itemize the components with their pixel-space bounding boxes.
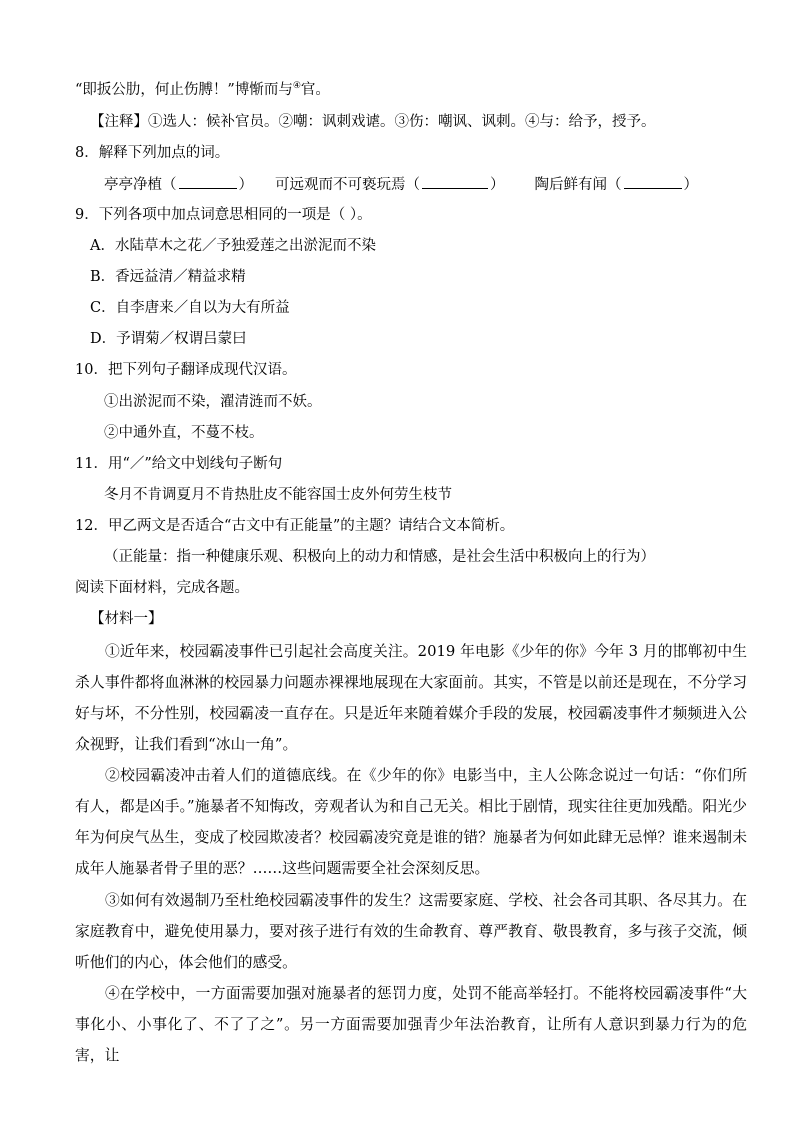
translate-item-1: ①出淤泥而不染，濯清涟而不妖。 bbox=[104, 394, 322, 410]
passage-text-tail: 官。 bbox=[300, 82, 330, 98]
answer-blank[interactable] bbox=[179, 174, 237, 189]
question-8: 8．解释下列加点的词。 bbox=[75, 145, 230, 161]
option-c: C．自李唐来／自以为大有所益 bbox=[90, 300, 290, 316]
translate-item-2: ②中通外直，不蔓不枝。 bbox=[104, 425, 264, 441]
paragraph-3: ③如何有效遏制乃至杜绝校园霸凌事件的发生？这需要家庭、学校、社会各司其职、各尽其力。在家庭教育中，避免使用暴力，要对孩子进行有效的生命教育、尊严教育、敬畏教育，多与孩子交流，倾听他们的内心，体会他们的感受。 bbox=[75, 892, 747, 971]
annotation-note: 【注释】①选人：候补官员。②嘲：讽刺戏谑。③伤：嘲讽、讽刺。④与：给予，授予。 bbox=[90, 114, 656, 130]
question-12: 12．甲乙两文是否适合“古文中有正能量”的主题？请结合文本简析。 bbox=[75, 518, 515, 534]
paragraph-2: ②校园霸凌冲击着人们的道德底线。在《少年的你》电影当中，主人公陈念说过一句话：“你们所有人，都是凶手。”施暴者不知悔改，旁观者认为和自己无关。相比于剧情，现实往往更加残酷。阳光少年为何戾气丛生，变成了校园欺凌者？校园霸凌究竟是谁的错？施暴者为何如此肆无忌惮？谁来遏制未成年人施暴者骨子里的恶？……这些问题需要全社会深刻反思。 bbox=[75, 767, 747, 877]
material-title: 【材料一】 bbox=[90, 611, 163, 627]
question-12-note: （正能量：指一种健康乐观、积极向上的动力和情感，是社会生活中积极向上的行为） bbox=[104, 549, 655, 565]
passage-text: “即扳公肋，何止伤膊！”博惭而与 bbox=[75, 82, 293, 98]
paragraph-1: ①近年来，校园霸凌事件已引起社会高度关注。2019 年电影《少年的你》今年 3 月的邯郸初中生杀人事件都将血淋淋的校园暴力问题赤裸裸地展现在大家面前。其实，不管是以前还是现在，不分学习好与坏，不分性别，校园霸凌一直存在。只是近年来随着媒介手段的发展，校园霸凌事件才频频进入公众视野，让我们看到“冰山一角”。 bbox=[75, 643, 747, 753]
question-11: 11．用“／”给文中划线句子断句 bbox=[75, 456, 283, 472]
option-b: B．香远益清／精益求精 bbox=[90, 269, 246, 285]
answer-blank[interactable] bbox=[624, 174, 682, 189]
footnote-marker: ④ bbox=[292, 81, 301, 92]
question-11-text: 冬月不肯调夏月不肯热肚皮不能容国士皮外何劳生枝节 bbox=[104, 487, 452, 503]
option-d: D．予谓菊／权谓吕蒙曰 bbox=[90, 331, 247, 347]
paragraph-4: ④在学校中，一方面需要加强对施暴者的惩罚力度，处罚不能高举轻打。不能将校园霸凌事件“大事化小、小事化了、不了了之”。另一方面需要加强青少年法治教育，让所有人意识到暴力行为的危害，让 bbox=[75, 985, 747, 1064]
passage-last-line bbox=[75, 80, 754, 100]
question-10: 10．把下列句子翻译成现代汉语。 bbox=[75, 362, 297, 378]
question-9: 9．下列各项中加点词意思相同的一项是（ ）。 bbox=[75, 207, 372, 223]
question-8-blanks: 亭亭净植（ ） 可远观而不可亵玩焉（ ） 陶后鲜有闻（ ） bbox=[104, 174, 754, 195]
option-a: A．水陆草木之花／予独爱莲之出淤泥而不染 bbox=[90, 238, 376, 254]
reading-intro: 阅读下面材料，完成各题。 bbox=[75, 580, 249, 596]
answer-blank[interactable] bbox=[422, 174, 488, 189]
